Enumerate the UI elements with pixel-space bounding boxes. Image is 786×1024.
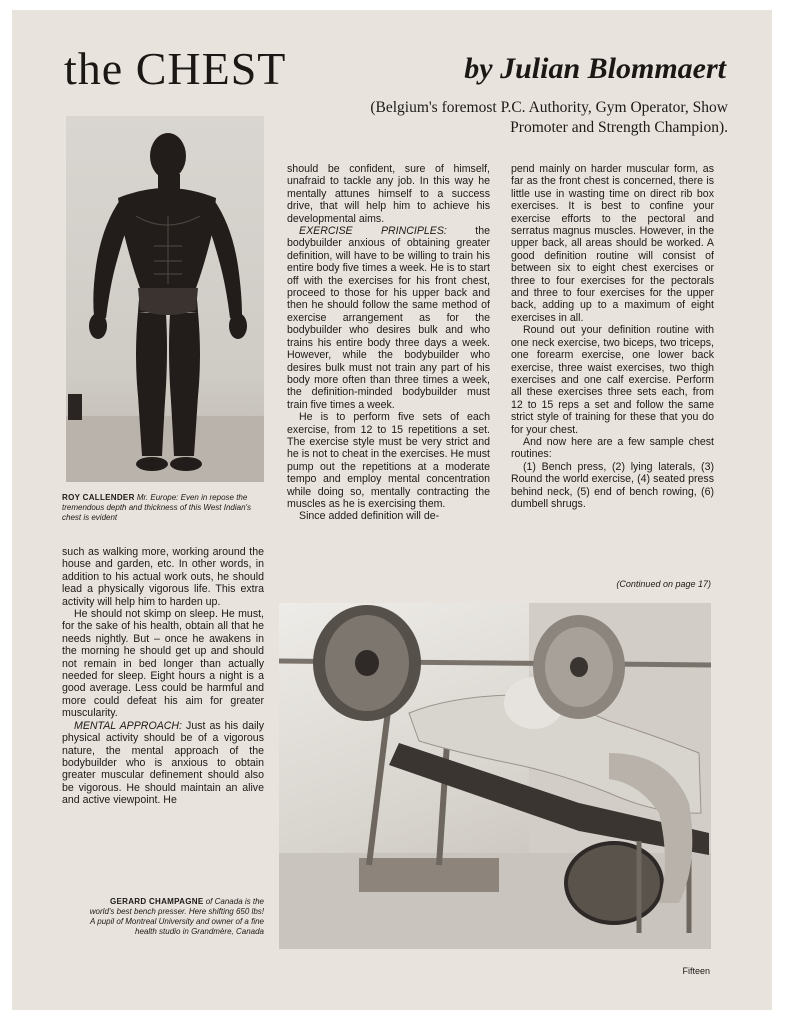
continued-note: (Continued on page 17) xyxy=(616,579,711,589)
paragraph xyxy=(287,225,490,411)
photo2-caption-name: GERARD CHAMPAGNE xyxy=(109,897,204,906)
paragraph-text: Just as his daily physical activity should be of a vigorous nature, the mental approach of the bodybuilder who is anxious to obtain greater muscular definement should also be vigorous. He should maintain an alive and active viewpoint. He xyxy=(62,719,264,807)
bodybuilder-photo xyxy=(66,116,264,482)
paragraph xyxy=(62,546,264,608)
page-number: Fifteen xyxy=(682,966,710,976)
photo2-caption-text: of Canada is the world's best bench presser. Here shifting 650 lbs! A pupil of Montreal University and owner of a fine health studio in Grandmère, Canada xyxy=(89,897,264,936)
paragraph-text: And now here are a few sample chest routines: xyxy=(511,435,714,461)
paragraph xyxy=(511,461,714,511)
paragraph-text: the bodybuilder anxious of obtaining greater definition, will have to be willing to train his entire body five times a week. He is to start off with the exercises for his front chest, proceed to those for his upper back and then he should follow the same method of exercise arrangement as for the bodybuilder who desires bulk and who trains his entire body three days a week. However, while the bodybuilder who desires bulk must not train any part of his body more often than three times a week, the definition-minded bodybuilder must train five times a week. xyxy=(287,225,490,411)
article-column-3 xyxy=(511,163,714,510)
author-credentials: (Belgium's foremost P.C. Authority, Gym Operator, Show Promoter and Strength Champion). xyxy=(370,99,728,136)
paragraph-text: Since added definition will de- xyxy=(299,510,440,523)
subheading: EXERCISE PRINCIPLES: xyxy=(299,225,447,238)
bench-press-photo xyxy=(279,603,711,949)
paragraph xyxy=(511,324,714,436)
photo1-caption-name: ROY CALLENDER xyxy=(62,493,135,502)
article-column-2 xyxy=(287,163,490,523)
paragraph-text: He is to perform five sets of each exercise, from 12 to 15 repetitions a set. The exercise style must be very strict and he is not to cheat in the exercises. He must pump out the repetitions at a moderate tempo and employ mental concentration while doing so, mentally contracting the muscles as he is exercising them. xyxy=(287,411,490,510)
paragraph-text: He should not skimp on sleep. He must, for the sake of his health, obtain all that he needs nightly. But – once he awakens in the morning he should get up and should not remain in bed longer than actually needed for sleep. Eight hours a night is a good average. Less could be harmful and more could defeat his aim for greater muscularity. xyxy=(62,608,264,720)
paragraph-text: such as walking more, working around the house and garden, etc. In other words, in addition to his actual work outs, he should lead a physically vigorous life. This extra activity will help him to harden up. xyxy=(62,546,264,608)
paragraph xyxy=(287,163,490,225)
paragraph xyxy=(287,510,490,522)
photo1-caption-text: Mr. Europe: Even in repose the tremendous depth and thickness of this West Indian's chest is evident xyxy=(62,493,252,522)
photo2-caption xyxy=(88,897,264,937)
article-title: the CHEST xyxy=(64,43,287,94)
paragraph-text: pend mainly on harder muscular form, as far as the front chest is concerned, there is little use in wasting time on direct rib box exercises. It is best to confine your exercise efforts to the pectoral and serratus magnus muscles. However, in the upper back, all areas should be worked. A good definition routine will consist of between six to eight chest exercises or three to four exercises for the pectorals and three to four exercises for the upper back, adding up to a maximum of eight exercises in all. xyxy=(511,163,714,324)
paragraph-text: should be confident, sure of himself, unafraid to tackle any job. In this way he mentally attunes himself to a success drive, that will help him to achieve his developmental aims. xyxy=(287,163,490,225)
paragraph xyxy=(62,608,264,720)
paragraph-text: (1) Bench press, (2) lying laterals, (3) Round the world exercise, (4) seated press behind neck, (5) end of bench rowing, (6) dumbell shrugs. xyxy=(511,460,714,510)
article-column-1 xyxy=(62,546,264,807)
paragraph xyxy=(62,720,264,807)
paragraph xyxy=(287,411,490,510)
photo1-caption xyxy=(62,493,267,523)
subheading: MENTAL APPROACH: xyxy=(74,719,183,732)
article-byline: by Julian Blommaert xyxy=(464,52,726,85)
paragraph-text: Round out your definition routine with one neck exercise, two biceps, two triceps, one forearm exercise, one lower back exercise, three waist exercises, two thigh exercises and one calf exercise. Perform all these exercises three sets each, from 12 to 15 reps a set and follow the same strict style of training for these that you do for your chest. xyxy=(511,324,714,436)
paragraph xyxy=(511,436,714,461)
paragraph xyxy=(511,163,714,324)
